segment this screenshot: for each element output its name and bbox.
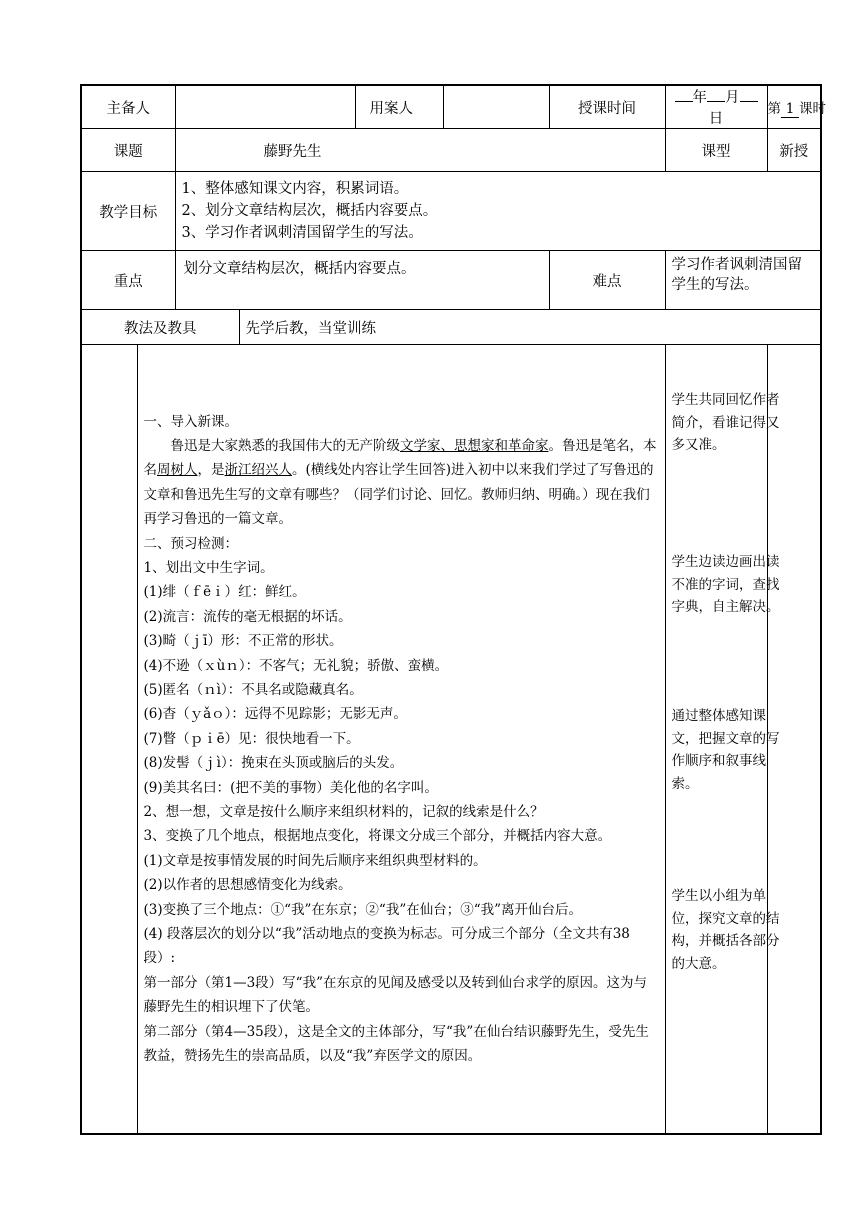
time-label: 授课时间 bbox=[549, 85, 665, 129]
lesson-process bbox=[137, 345, 665, 1135]
objective-item: 3、学习作者讽刺清国留学生的写法。 bbox=[181, 225, 423, 241]
type-value: 新授 bbox=[767, 129, 821, 172]
part-summary: 第一部分（第1—3段）写“我”在东京的见闻及感受以及转到仙台求学的原因。这为与藤野先生的相识埋下了伏笔。 bbox=[143, 974, 647, 1016]
topic-row bbox=[81, 129, 821, 172]
underlined-answer: 周树人 bbox=[157, 462, 198, 479]
objectives-row bbox=[81, 172, 821, 251]
part-summary: 第二部分（第4—35段），这是全文的主体部分，写“我”在仙台结识藤野先生，受先生教益，赞扬先生的崇高品质，以及“我”弃医学文的原因。 bbox=[143, 1023, 649, 1065]
vocab-item: (4)不逊（ｘùｎ）：不客气；无礼貌；骄傲、蛮横。 bbox=[143, 657, 449, 674]
student-note: 学生共同回忆作者简介，看谁记得又多又准。 bbox=[671, 392, 780, 453]
key-points-value: 划分文章结构层次，概括内容要点。 bbox=[175, 251, 549, 310]
student-note: 学生边读边画出读不准的字词，查找字典，自主解决。 bbox=[671, 554, 780, 615]
lesson-body-row bbox=[81, 345, 821, 1135]
day-blank bbox=[740, 101, 758, 102]
question: 2、想一想，文章是按什么顺序来组织材料的，记叙的线索是什么？ bbox=[143, 804, 544, 821]
intro-text: 。鲁迅是笔名，本名 bbox=[143, 437, 657, 479]
vocab-item: (1)绯（ｆēｉ）红：鲜红。 bbox=[143, 584, 306, 601]
section-title: 二、预习检测： bbox=[143, 535, 238, 552]
intro-paragraph bbox=[144, 434, 659, 532]
topic-value bbox=[175, 129, 665, 172]
preparer-label: 主备人 bbox=[81, 85, 175, 129]
intro-text: 。(横线处内容让学生回答)进入初中以来我们学过了写鲁迅的文章和鲁迅先生写的文章有哪些？（同学们讨论、回忆。教师归纳、明确。）现在我们再学习鲁迅的一篇文章。 bbox=[143, 462, 654, 528]
topic-label: 课题 bbox=[81, 129, 175, 172]
methods-value: 先学后教，当堂训练 bbox=[239, 310, 821, 345]
student-note: 通过整体感知课文，把握文章的写作顺序和叙事线索。 bbox=[671, 708, 780, 792]
month-blank bbox=[707, 101, 725, 102]
answer: (1)文章是按事情发展的时间先后顺序来组织典型材料的。 bbox=[143, 852, 487, 869]
underlined-answer: 文学家、思想家和革命家 bbox=[400, 437, 549, 454]
user-value bbox=[443, 85, 549, 129]
type-label: 课型 bbox=[665, 129, 767, 172]
student-note: 学生以小组为单位，探究文章的结构，并概括各部分的大意。 bbox=[671, 888, 780, 972]
objective-item: 1、整体感知课文内容，积累词语。 bbox=[181, 181, 409, 197]
intro-text: 鲁迅是大家熟悉的我国伟大的无产阶级 bbox=[170, 437, 400, 454]
vocab-item: (2)流言：流传的毫无根据的坏话。 bbox=[143, 608, 352, 625]
methods-row bbox=[81, 310, 821, 345]
period-suffix: 课时 bbox=[799, 100, 826, 117]
date-field bbox=[665, 85, 767, 129]
section-title: 一、导入新课。 bbox=[143, 413, 238, 430]
objectives-label: 教学目标 bbox=[81, 172, 175, 251]
period-field bbox=[767, 85, 826, 129]
vocab-item: (6)杳（ｙǎｏ）：远得不见踪影；无影无声。 bbox=[143, 706, 407, 723]
objectives-list bbox=[175, 172, 821, 251]
vocab-item: (7)瞥（ｐｉē）见：很快地看一下。 bbox=[143, 730, 360, 747]
user-label-text: 用案人 bbox=[369, 100, 413, 117]
question: 3、变换了几个地点，根据地点变化，将课文分成三个部分，并概括内容大意。 bbox=[143, 828, 612, 845]
question: 1、划出文中生字词。 bbox=[143, 559, 274, 576]
period-number: 1 bbox=[781, 101, 799, 118]
vocab-item: (5)匿名（ｎì）：不具名或隐藏真名。 bbox=[143, 681, 363, 698]
underlined-answer: 浙江绍兴人 bbox=[224, 462, 292, 479]
user-label bbox=[355, 85, 443, 129]
preparer-value bbox=[175, 85, 355, 129]
difficulty-label: 难点 bbox=[549, 251, 665, 310]
vocab-item: (8)发髻（ｊì）：挽束在头顶或脑后的头发。 bbox=[143, 755, 404, 772]
lesson-plan-table bbox=[80, 84, 826, 1135]
vocab-item: (3)畸（ｊī）形：不正常的形状。 bbox=[143, 633, 343, 650]
header-row bbox=[81, 85, 821, 129]
difficulty-value: 学习作者讽刺清国留学生的写法。 bbox=[665, 251, 821, 310]
objective-item: 2、划分文章结构层次，概括内容要点。 bbox=[181, 203, 438, 219]
key-points-label: 重点 bbox=[81, 251, 175, 310]
day-label: 日 bbox=[708, 111, 724, 127]
month-label: 月 bbox=[725, 90, 740, 106]
year-blank bbox=[675, 101, 693, 102]
year-label: 年 bbox=[692, 90, 707, 106]
topic-value-text: 藤野先生 bbox=[263, 143, 322, 160]
answer: (2)以作者的思想感情变化为线索。 bbox=[143, 877, 352, 894]
student-activity-cell bbox=[665, 345, 780, 1135]
intro-text: ，是 bbox=[197, 462, 225, 479]
vocab-item: (9)美其名曰：(把不美的事物）美化他的名字叫。 bbox=[143, 779, 438, 796]
answer: (4) 段落层次的划分以“我”活动地点的变换为标志。可分成三个部分（全文共有38段）: bbox=[143, 926, 630, 967]
methods-label: 教法及教具 bbox=[81, 310, 239, 345]
period-prefix: 第 bbox=[767, 100, 781, 117]
answer: (3)变换了三个地点：①“我”在东京；②“我”在仙台；③“我”离开仙台后。 bbox=[143, 901, 583, 918]
key-points-row bbox=[81, 251, 821, 310]
lesson-plan-sheet bbox=[80, 84, 826, 1135]
left-margin-cell bbox=[81, 345, 137, 1135]
